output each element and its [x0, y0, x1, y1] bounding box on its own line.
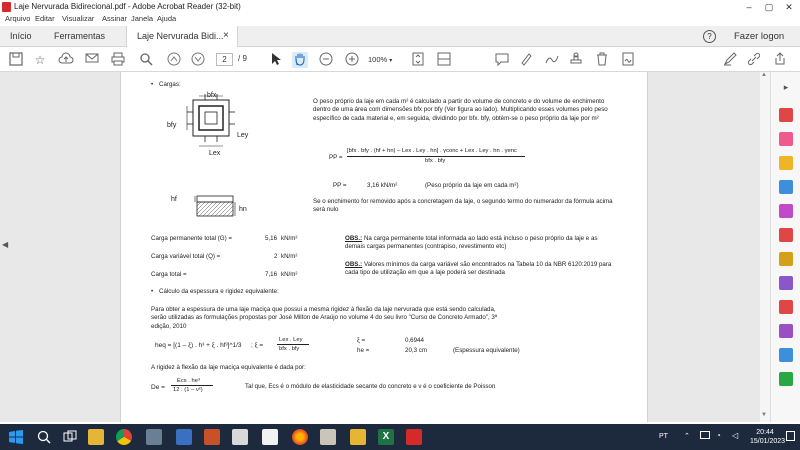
chrome-icon[interactable]	[116, 429, 132, 445]
highlight-pen-icon[interactable]	[518, 52, 534, 68]
menu-visualizar[interactable]: Visualizar	[62, 14, 95, 23]
close-tab-icon[interactable]: ×	[223, 30, 229, 41]
zoom-out-icon[interactable]	[318, 52, 334, 68]
tab-document[interactable]: Laje Nervurada Bidi...	[126, 26, 238, 47]
espessura-paragraph: Para obter a espessura de uma laje maciça que possui a mesma rigidez à flexão da laje nervurada que está sendo calculada, serão utilizadas as formulações propostas por José Milton de Araújo no volume 4 do seu livro "Curso de Concreto Armado", 3ª edição, 2010	[151, 306, 498, 330]
save-icon[interactable]	[8, 52, 24, 68]
close-window-button[interactable]: ✕	[785, 2, 793, 12]
fig-label-bfx: bfx	[207, 92, 217, 99]
espessura-heading: Cálculo da espessura e rigidez equivalente:	[159, 288, 279, 295]
enchimento-note: Se o enchimento for removido após a concretagem da laje, o segundo termo do numerador da fórmula acima será nulo	[313, 198, 613, 214]
upload-cloud-icon[interactable]	[58, 52, 74, 68]
search-icon[interactable]	[36, 429, 52, 445]
battery-icon[interactable]	[700, 431, 710, 439]
clock[interactable]	[750, 428, 786, 446]
pp-result-label: PP =	[333, 182, 347, 189]
pp-result-value: 3,16 kN/m²	[367, 182, 398, 189]
load-total-value: 7,16	[265, 271, 278, 278]
tab-tools[interactable]: Ferramentas	[54, 31, 106, 41]
app-white-icon[interactable]	[262, 429, 278, 445]
de-formula-bar	[171, 385, 213, 386]
rigidez-text: A rigidez à flexão da laje maciça equivalente é dada por:	[151, 364, 306, 371]
pp-formula-denominator: bfx . bfy	[425, 158, 446, 164]
pdf-page	[120, 72, 648, 422]
de-formula-lhs: De =	[151, 384, 165, 391]
network-icon[interactable]: ◔	[716, 431, 721, 440]
load-variavel-label: Carga variável total (Q) =	[151, 253, 221, 260]
load-total-unit: kN/m²	[281, 271, 298, 278]
excel-icon[interactable]: X	[378, 429, 394, 445]
zoom-level-value: 100%	[368, 55, 388, 64]
login-button[interactable]: Fazer logon	[734, 31, 785, 42]
zoom-level-select[interactable]: 100% ▾	[368, 55, 393, 64]
heq-formula: heq = [(1 – ξ) . h³ + ξ . hf³]^1/3	[155, 342, 242, 349]
comment-tool-icon[interactable]	[779, 252, 793, 266]
folder-icon[interactable]	[350, 429, 366, 445]
tab-bar	[0, 26, 800, 47]
language-indicator[interactable]: PT	[659, 433, 668, 440]
obs1-text: Na carga permanente total informada ao lado está incluso o peso próprio da laje e as demais cargas permanentes (contrapiso, revestimento etc)	[345, 235, 598, 251]
vertical-scrollbar[interactable]	[760, 72, 770, 422]
pp-result-note: (Peso próprio da laje em cada m²)	[425, 182, 519, 189]
maximize-button[interactable]: ▢	[764, 2, 774, 12]
load-total-label: Carga total =	[151, 271, 187, 278]
fig-label-ley: Ley	[237, 132, 249, 139]
edit-pdf-icon[interactable]	[779, 132, 793, 146]
comment-icon[interactable]	[494, 52, 510, 68]
menu-janela[interactable]: Janela	[131, 14, 154, 23]
page-total-label: / 9	[238, 54, 247, 63]
bookmark-star-icon[interactable]: ☆	[34, 53, 46, 67]
scan-ocr-icon[interactable]	[779, 348, 793, 362]
he-label: he =	[357, 347, 370, 354]
share-link-icon[interactable]	[746, 52, 762, 68]
load-variavel-value: 2	[274, 253, 278, 260]
app-gray-icon[interactable]	[320, 429, 336, 445]
combine-files-icon[interactable]	[779, 180, 793, 194]
window-title: Laje Nervurada Bidirecional.pdf - Adobe Acrobat Reader (32-bit)	[14, 2, 241, 11]
volume-icon[interactable]: ◁	[732, 431, 739, 440]
peso-proprio-paragraph: O peso próprio da laje em cada m² é calculado a partir do volume de concreto e do volume de enchimento dentro de uma área com dimensões bfx por bfy (Ver figura ao lado). Multiplicando esses volumes pelo peso específico de cada material e, em seguida, dividindo por bfx. bfy, obtém-se o peso próprio da laje por m²	[313, 98, 608, 122]
select-cursor-icon[interactable]	[268, 52, 284, 68]
pp-formula-bar	[347, 156, 525, 157]
xi-formula-numerator: Lex . Ley	[279, 337, 303, 343]
obs-carga-variavel	[345, 261, 615, 278]
calculator-icon[interactable]	[146, 429, 162, 445]
obs-carga-permanente	[345, 235, 615, 252]
tray-chevron-icon[interactable]: ⌃	[684, 433, 690, 440]
load-variavel-unit: kN/m²	[281, 253, 298, 260]
notepad-icon[interactable]	[232, 429, 248, 445]
windows-taskbar	[0, 424, 800, 450]
page-number-input[interactable]: 2	[216, 53, 233, 66]
more-tools-icon[interactable]	[779, 372, 793, 386]
scroll-down-icon[interactable]: ▼	[761, 412, 767, 418]
fig-label-bfy: bfy	[167, 122, 177, 129]
de-formula-denominator: 12 . (1 – ν²)	[173, 387, 203, 393]
de-formula-numerator: Ecs . he³	[177, 378, 200, 384]
previous-page-icon[interactable]	[166, 52, 182, 68]
tab-home[interactable]: Início	[10, 31, 32, 41]
zoom-in-icon[interactable]	[344, 52, 360, 68]
file-explorer-icon[interactable]	[88, 429, 104, 445]
sign-pen-icon[interactable]	[722, 52, 738, 68]
toolbar	[0, 48, 800, 72]
protect-icon[interactable]	[779, 300, 793, 314]
create-pdf-icon[interactable]	[779, 156, 793, 170]
obs2-text: Valores mínimos da carga variável são encontrados na Tabela 10 da NBR 6120:2019 para cada tipo de utilização em que a laje poderá ser destinada	[345, 261, 612, 277]
xi-value: 0,6944	[405, 337, 424, 344]
stamp-icon[interactable]	[568, 52, 584, 68]
notifications-icon[interactable]	[786, 431, 795, 441]
obs1-label: OBS.:	[345, 235, 363, 242]
share-upload-icon[interactable]	[772, 52, 788, 68]
load-permanente-label: Carga permanente total (G) =	[151, 235, 232, 242]
menu-ajuda[interactable]: Ajuda	[157, 14, 177, 23]
menu-bar	[0, 14, 800, 25]
menu-editar[interactable]: Editar	[35, 14, 55, 23]
organize-pages-icon[interactable]	[779, 204, 793, 218]
expand-left-panel-icon[interactable]: ◀	[2, 240, 9, 249]
xi-formula-denominator: bfx . bfy	[279, 346, 300, 352]
fig-label-hn: hn	[239, 206, 247, 213]
tools-side-panel	[770, 72, 800, 422]
email-icon[interactable]	[84, 52, 100, 68]
minimize-button[interactable]: –	[746, 2, 752, 12]
draw-freehand-icon[interactable]	[544, 52, 560, 68]
next-page-icon[interactable]	[190, 52, 206, 68]
pp-formula-lhs: PP =	[329, 154, 343, 161]
fig-label-hf: hf	[171, 196, 177, 203]
xi-formula-lhs: ; ξ =	[251, 342, 264, 349]
title-bar	[0, 0, 800, 14]
task-view-icon[interactable]	[62, 429, 78, 445]
delete-trash-icon[interactable]	[594, 52, 610, 68]
help-icon[interactable]: ?	[703, 30, 716, 43]
xi-formula-bar	[277, 344, 309, 345]
cargas-bullet: •	[151, 81, 154, 88]
scroll-mode-icon[interactable]	[436, 52, 452, 68]
he-value: 20,3 cm	[405, 347, 428, 354]
find-icon[interactable]	[138, 52, 154, 68]
collapse-panel-icon[interactable]: ▸	[783, 82, 789, 92]
acrobat-app-icon	[2, 2, 11, 12]
espessura-bullet: •	[151, 288, 154, 295]
fit-page-icon[interactable]	[410, 52, 426, 68]
cargas-heading: Cargas:	[159, 81, 181, 88]
menu-arquivo[interactable]: Arquivo	[5, 14, 31, 23]
clock-date: 15/01/2023	[750, 438, 786, 445]
he-note: (Espessura equivalente)	[453, 347, 520, 354]
windows-start-icon[interactable]	[8, 429, 24, 445]
load-permanente-value: 5,16	[265, 235, 278, 242]
obs2-label: OBS.:	[345, 261, 363, 268]
xi-label: ξ =	[357, 337, 366, 344]
menu-assinar[interactable]: Assinar	[102, 14, 128, 23]
print-icon[interactable]	[110, 52, 126, 68]
clock-time: 20:44	[756, 429, 774, 436]
load-permanente-unit: kN/m²	[281, 235, 298, 242]
export-pdf-icon[interactable]	[779, 108, 793, 122]
scroll-up-icon[interactable]: ▲	[761, 72, 767, 78]
de-note: Tal que, Ecs é o módulo de elasticidade secante do concreto e ν é o coeficiente de Poisson	[245, 383, 496, 390]
sign-document-icon[interactable]	[620, 52, 636, 68]
acrobat-icon[interactable]	[406, 429, 422, 445]
tool-app-icon[interactable]	[176, 429, 192, 445]
pp-formula-numerator: [bfx . bfy . (hf + hn) – Lex . Ley . hn] . γconc + Lex . Ley . hn . γenc	[347, 148, 517, 154]
hand-tool-icon[interactable]	[292, 52, 308, 68]
app-tiles-icon[interactable]	[204, 429, 220, 445]
fill-sign-icon[interactable]	[779, 276, 793, 290]
fig-label-lex: Lex	[209, 150, 221, 157]
send-for-review-icon[interactable]	[779, 228, 793, 242]
request-signature-icon[interactable]	[779, 324, 793, 338]
firefox-icon[interactable]	[292, 429, 308, 445]
